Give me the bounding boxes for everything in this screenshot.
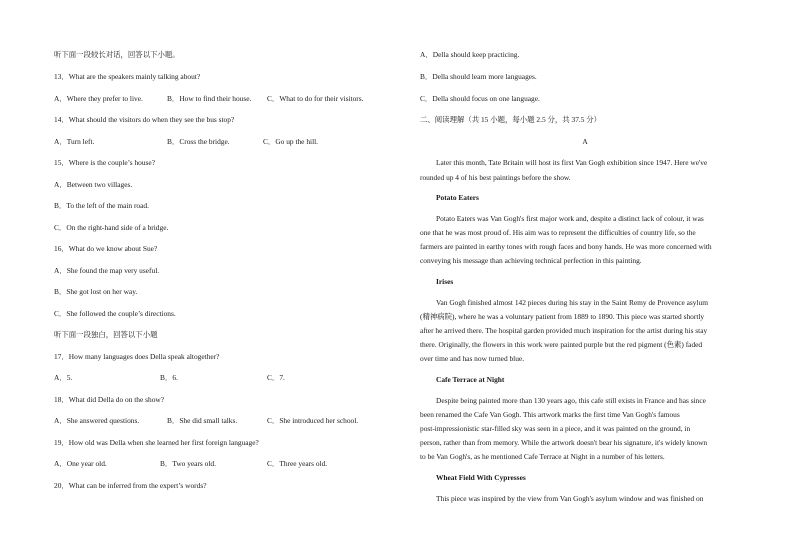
- intro-line-1: Later this month, Tate Britain will host its first Van Gogh exhibition since 1947. Here we've: [436, 158, 708, 167]
- irises-line-5: over time and has now turned blue.: [420, 354, 525, 363]
- question-15-stem: 15．Where is the couple’s house?: [54, 158, 155, 167]
- question-17-option-c: C．7.: [267, 373, 285, 382]
- irises-line-1: Van Gogh finished almost 142 pieces during his stay in the Saint Remy de Provence asylum: [436, 298, 708, 307]
- cafe-line-4: person, rather than from memory. While the artwork doesn't bear his signature, it's widely known: [420, 438, 708, 447]
- question-16-stem: 16．What do we know about Sue?: [54, 244, 158, 253]
- cafe-line-1: Despite being painted more than 130 years ago, this cafe still exists in France and has since: [436, 396, 706, 405]
- question-17-stem: 17．How many languages does Della speak altogether?: [54, 352, 220, 361]
- question-19-option-a: A．One year old.: [54, 459, 107, 468]
- question-15-option-c: C．On the right-hand side of a bridge.: [54, 223, 169, 232]
- cafe-line-3: post-impressionistic star-filled sky was seen in a piece, and it was painted on the ground, in: [420, 424, 691, 433]
- intro-line-2: rounded up 4 of his best paintings before the show.: [420, 173, 571, 182]
- passage-label: A: [582, 137, 588, 146]
- question-14-option-a: A．Turn left.: [54, 137, 95, 146]
- irises-line-3: after he arrived there. The hospital garden provided much inspiration for the artist during his stay: [420, 326, 708, 335]
- cafe-line-5: to be Van Gogh's, as he mentioned Cafe Terrace at Night in a number of his letters.: [420, 452, 665, 461]
- cafe-line-2: been renamed the Cafe Van Gogh. This artwork marks the first time Van Gogh's famous: [420, 410, 680, 419]
- question-16-option-c: C．She followed the couple’s directions.: [54, 309, 176, 318]
- heading-cafe-terrace: Cafe Terrace at Night: [436, 375, 505, 384]
- potato-line-4: conveying his message than achieving technical perfection in this painting.: [420, 256, 642, 265]
- question-16-option-b: B．She got lost on her way.: [54, 287, 138, 296]
- potato-line-3: farmers are painted in earthy tones with rough faces and bony hands. He was more concerned with: [420, 242, 712, 251]
- question-16-option-a: A．She found the map very useful.: [54, 266, 160, 275]
- question-15-option-b: B．To the left of the main road.: [54, 201, 149, 210]
- section-heading-listening-monologue: 听下面一段独白，回答以下小题: [54, 330, 158, 339]
- potato-line-1: Potato Eaters was Van Gogh's first major work and, despite a distinct lack of colour, it was: [436, 214, 704, 223]
- question-18-stem: 18．What did Della do on the show?: [54, 395, 165, 404]
- question-20-option-a: A．Della should keep practicing.: [420, 50, 520, 59]
- heading-wheat-field: Wheat Field With Cypresses: [436, 473, 526, 482]
- irises-line-2: (精神病院), where he was a voluntary patient from 1889 to 1890. This piece was started shortly: [420, 312, 705, 321]
- question-13-stem: 13．What are the speakers mainly talking about?: [54, 72, 201, 81]
- question-18-option-a: A．She answered questions.: [54, 416, 140, 425]
- potato-line-2: one that he was most proud of. His aim was to represent the difficulties of country life, so the: [420, 228, 696, 237]
- question-18-option-c: C．She introduced her school.: [267, 416, 359, 425]
- wheat-line-1: This piece was inspired by the view from Van Gogh's asylum window and was finished on: [436, 494, 704, 503]
- question-19-option-b: B．Two years old.: [160, 459, 216, 468]
- irises-line-4: there. Originally, the flowers in this work were painted purple but the red pigment (色素) faded: [420, 340, 703, 349]
- question-20-option-c: C．Della should focus on one language.: [420, 94, 540, 103]
- question-14-option-b: B．Cross the bridge.: [167, 137, 230, 146]
- question-13-option-a: A．Where they prefer to live.: [54, 94, 143, 103]
- question-19-option-c: C．Three years old.: [267, 459, 328, 468]
- heading-irises: Irises: [436, 277, 454, 286]
- question-17-option-b: B．6.: [160, 373, 178, 382]
- question-13-option-c: C．What to do for their visitors.: [267, 94, 364, 103]
- question-20-stem: 20．What can be inferred from the expert’s words?: [54, 481, 207, 490]
- heading-potato-eaters: Potato Eaters: [436, 193, 479, 202]
- section-heading-listening-dialogue: 听下面一段较长对话，回答以下小题。: [54, 50, 180, 59]
- question-15-option-a: A．Between two villages.: [54, 180, 133, 189]
- question-20-option-b: B．Della should learn more languages.: [420, 72, 537, 81]
- question-19-stem: 19．How old was Della when she learned her first foreign language?: [54, 438, 259, 447]
- section-heading-reading: 二、阅读理解（共 15 小题，每小题 2.5 分，共 37.5 分）: [420, 115, 602, 124]
- question-18-option-b: B．She did small talks.: [167, 416, 238, 425]
- question-14-option-c: C．Go up the hill.: [263, 137, 319, 146]
- question-17-option-a: A．5.: [54, 373, 73, 382]
- question-13-option-b: B．How to find their house.: [167, 94, 252, 103]
- question-14-stem: 14．What should the visitors do when they see the bus stop?: [54, 115, 235, 124]
